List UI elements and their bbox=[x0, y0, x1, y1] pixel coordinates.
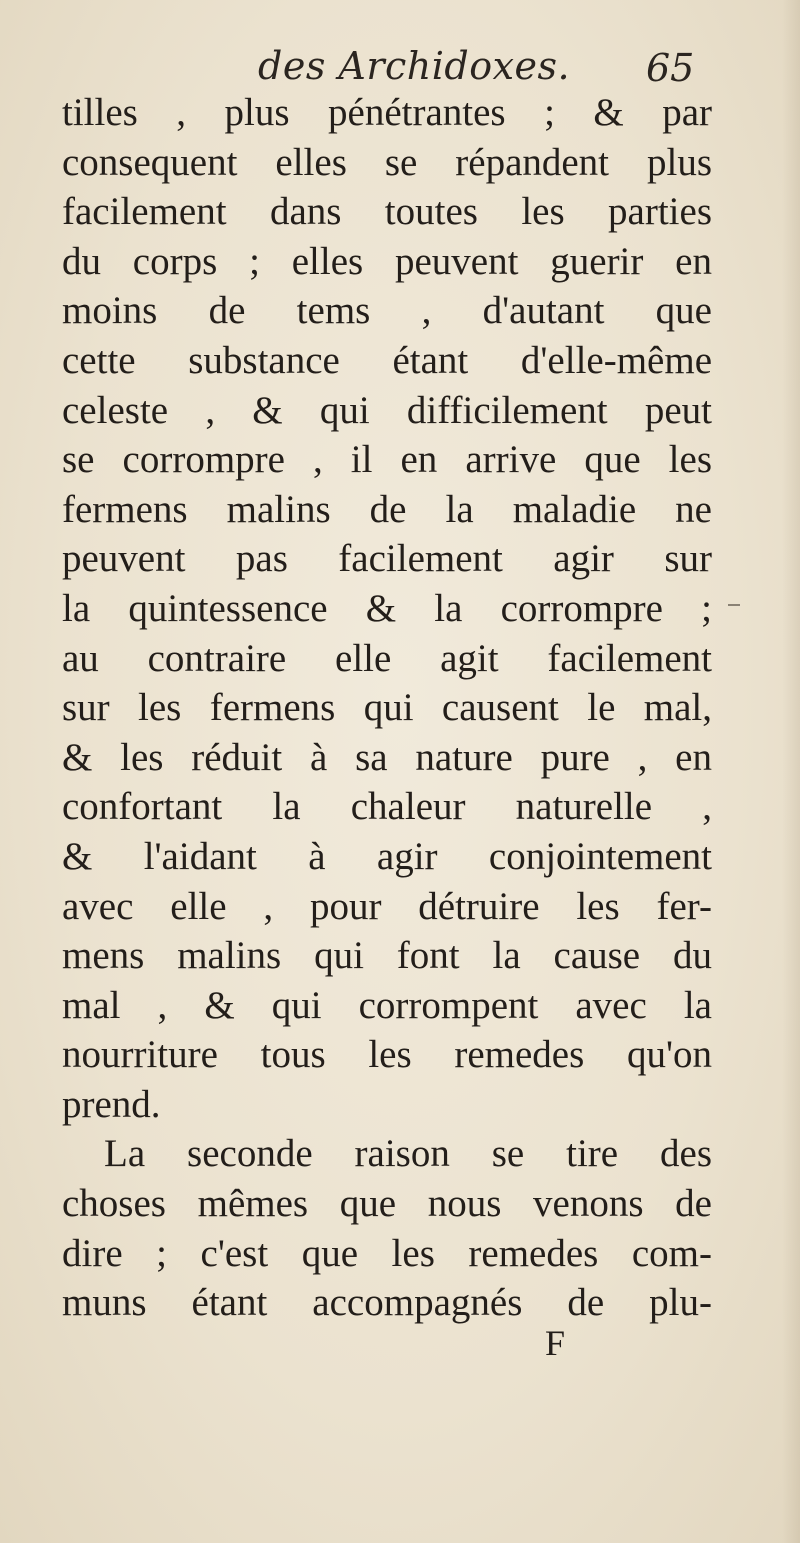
margin-dash bbox=[728, 604, 740, 606]
text-line: du corps ; elles peuvent guerir en bbox=[62, 239, 712, 283]
text-line: mens malins qui font la cause du bbox=[62, 934, 712, 978]
text-line: tilles , plus pénétrantes ; & par bbox=[62, 91, 712, 134]
text-line: confortant la chaleur naturelle , bbox=[62, 785, 712, 829]
text-line: fermens malins de la maladie ne bbox=[62, 487, 712, 531]
paragraph-end-line: prend. bbox=[62, 1082, 161, 1126]
text-line: sur les fermens qui causent le mal, bbox=[62, 686, 712, 730]
text-line: & les réduit à sa nature pure , en bbox=[62, 735, 712, 779]
text-line: se corrompre , il en arrive que les bbox=[62, 438, 712, 482]
text-line: choses mêmes que nous venons de bbox=[62, 1182, 712, 1226]
text-line: & l'aidant à agir conjointement bbox=[62, 834, 712, 878]
text-line: facilement dans toutes les parties bbox=[62, 190, 712, 234]
text-line: avec elle , pour détruire les fer- bbox=[62, 884, 712, 928]
page-number: 65 bbox=[646, 46, 695, 90]
text-line: dire ; c'est que les remedes com- bbox=[62, 1231, 712, 1275]
text-line: consequent elles se répandent plus bbox=[62, 140, 712, 184]
signature-mark: F bbox=[545, 1323, 566, 1363]
running-head: des Archidoxes. bbox=[258, 44, 571, 88]
text-line: nourriture tous les remedes qu'on bbox=[62, 1033, 712, 1077]
text-line: muns étant accompagnés de plu- bbox=[62, 1281, 712, 1325]
text-line: cette substance étant d'elle-même bbox=[62, 338, 712, 382]
text-line: mal , & qui corrompent avec la bbox=[62, 983, 712, 1027]
text-line: au contraire elle agit facilement bbox=[62, 636, 712, 680]
body-text bbox=[62, 88, 712, 1328]
text-line: celeste , & qui difficilement peut bbox=[62, 388, 712, 432]
text-line: moins de tems , d'autant que bbox=[62, 289, 712, 333]
text-line: la quintessence & la corrompre ; bbox=[62, 586, 712, 630]
page-edge-shadow bbox=[782, 0, 800, 1543]
paragraph-start-line: La seconde raison se tire des bbox=[104, 1132, 712, 1176]
text-line: peuvent pas facilement agir sur bbox=[62, 537, 712, 581]
